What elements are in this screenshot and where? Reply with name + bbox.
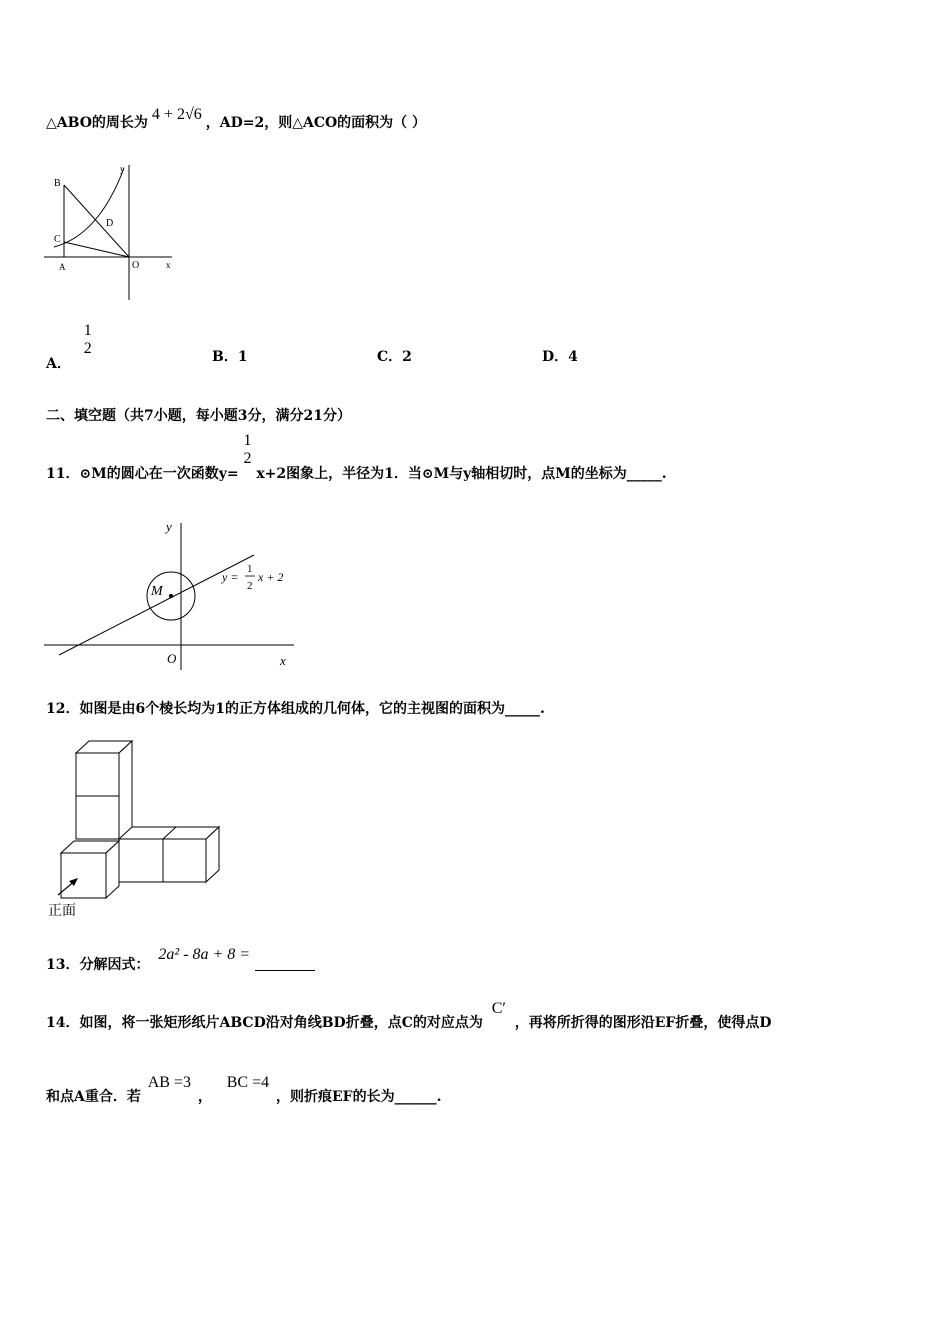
q13-expr: 2a² - 8a + 8 = (158, 946, 251, 963)
q14-line1 (46, 998, 772, 1031)
q10-option-a-den: 2 (83, 340, 92, 357)
q10-option-c-letter: C． (377, 349, 403, 365)
cube-row1-front (119, 839, 163, 882)
q11-stem-pre: 11．⊙M的圆心在一次函数y= (46, 466, 239, 482)
q11-stem-post: x+2图象上，半径为1．当⊙M与y轴相切时，点M的坐标为_____. (256, 466, 667, 482)
q10-option-a-letter: A． (46, 356, 71, 372)
q13-label: 13．分解因式： (46, 957, 150, 973)
q11-stem (46, 432, 667, 482)
q10-perimeter: 4 + 2√6 (151, 106, 202, 123)
q11-label-y: y (166, 519, 172, 534)
q14-line1-post: ，再将所折得的图形沿EF折叠，使得点D (514, 1015, 772, 1031)
q13-line (46, 944, 315, 973)
q10-label-b: B (54, 178, 61, 189)
q10-option-c-text: 2 (402, 349, 412, 365)
q10-label-o: O (132, 260, 140, 271)
q10-segment-co (64, 242, 129, 257)
q14-line2 (46, 1072, 442, 1105)
q10-option-b (212, 346, 248, 366)
q11-frac-num: 1 (243, 432, 252, 449)
cube-mid-front (76, 796, 119, 839)
q11-eq-pre: y = (222, 570, 239, 584)
cube-row2-front (163, 839, 206, 882)
q11-frac-den: 2 (243, 450, 252, 467)
q11-eq-post: x + 2 (258, 570, 284, 584)
q14-bc: BC =4 (226, 1074, 270, 1091)
q10-stem (46, 106, 427, 132)
q10-option-d (542, 346, 578, 366)
q11-frac (243, 432, 251, 468)
q13-answer-blank (255, 970, 315, 971)
q10-label-y: y (120, 164, 125, 174)
q12-front-label: 正面 (48, 904, 76, 919)
q10-option-c (377, 346, 412, 366)
q10-label-d: D (106, 218, 114, 229)
q10-figure (44, 160, 184, 305)
q10-option-d-text: 4 (568, 349, 578, 365)
q10-option-a (46, 322, 92, 372)
q10-label-c: C (54, 234, 61, 245)
q10-option-d-letter: D． (542, 349, 569, 365)
q11-label-o: O (167, 651, 177, 666)
q12-stem: 12．如图是由6个棱长均为1的正方体组成的几何体，它的主视图的面积为_____. (46, 701, 545, 717)
q14-c-prime: C′ (491, 1000, 506, 1017)
q14-line2-post: ，则折痕EF的长为______. (276, 1089, 442, 1105)
q14-ab: AB =3 (147, 1074, 191, 1091)
q10-option-a-frac (84, 322, 92, 358)
q11-center-dot (169, 594, 173, 598)
cube-top-front (76, 753, 119, 796)
q10-stem-pre: △ABO的周长为 (46, 115, 148, 131)
q10-option-a-num: 1 (83, 322, 92, 339)
q12-figure (44, 737, 229, 922)
q11-eq-den: 2 (247, 580, 253, 592)
q11-label-m: M (151, 584, 163, 599)
q10-label-x: x (166, 260, 171, 270)
q11-label-x: x (280, 653, 286, 668)
q14-comma: ， (197, 1089, 212, 1105)
q11-eq-num: 1 (247, 563, 253, 575)
cube-bottom-front (61, 853, 106, 898)
q14-line2-pre: 和点A重合．若 (46, 1089, 141, 1105)
q10-option-b-text: 1 (237, 349, 248, 365)
q14-line1-pre: 14．如图，将一张矩形纸片ABCD沿对角线BD折叠，点C的对应点为 (46, 1015, 483, 1031)
q10-stem-post: ，AD=2，则△ACO的面积为（ ） (205, 115, 427, 131)
q10-label-a: A (59, 262, 66, 272)
q10-segment-bo (64, 185, 129, 257)
section2-title: 二、填空题（共7小题，每小题3分，满分21分） (46, 408, 351, 424)
q11-figure (44, 515, 304, 675)
q10-option-b-letter: B． (212, 349, 238, 365)
